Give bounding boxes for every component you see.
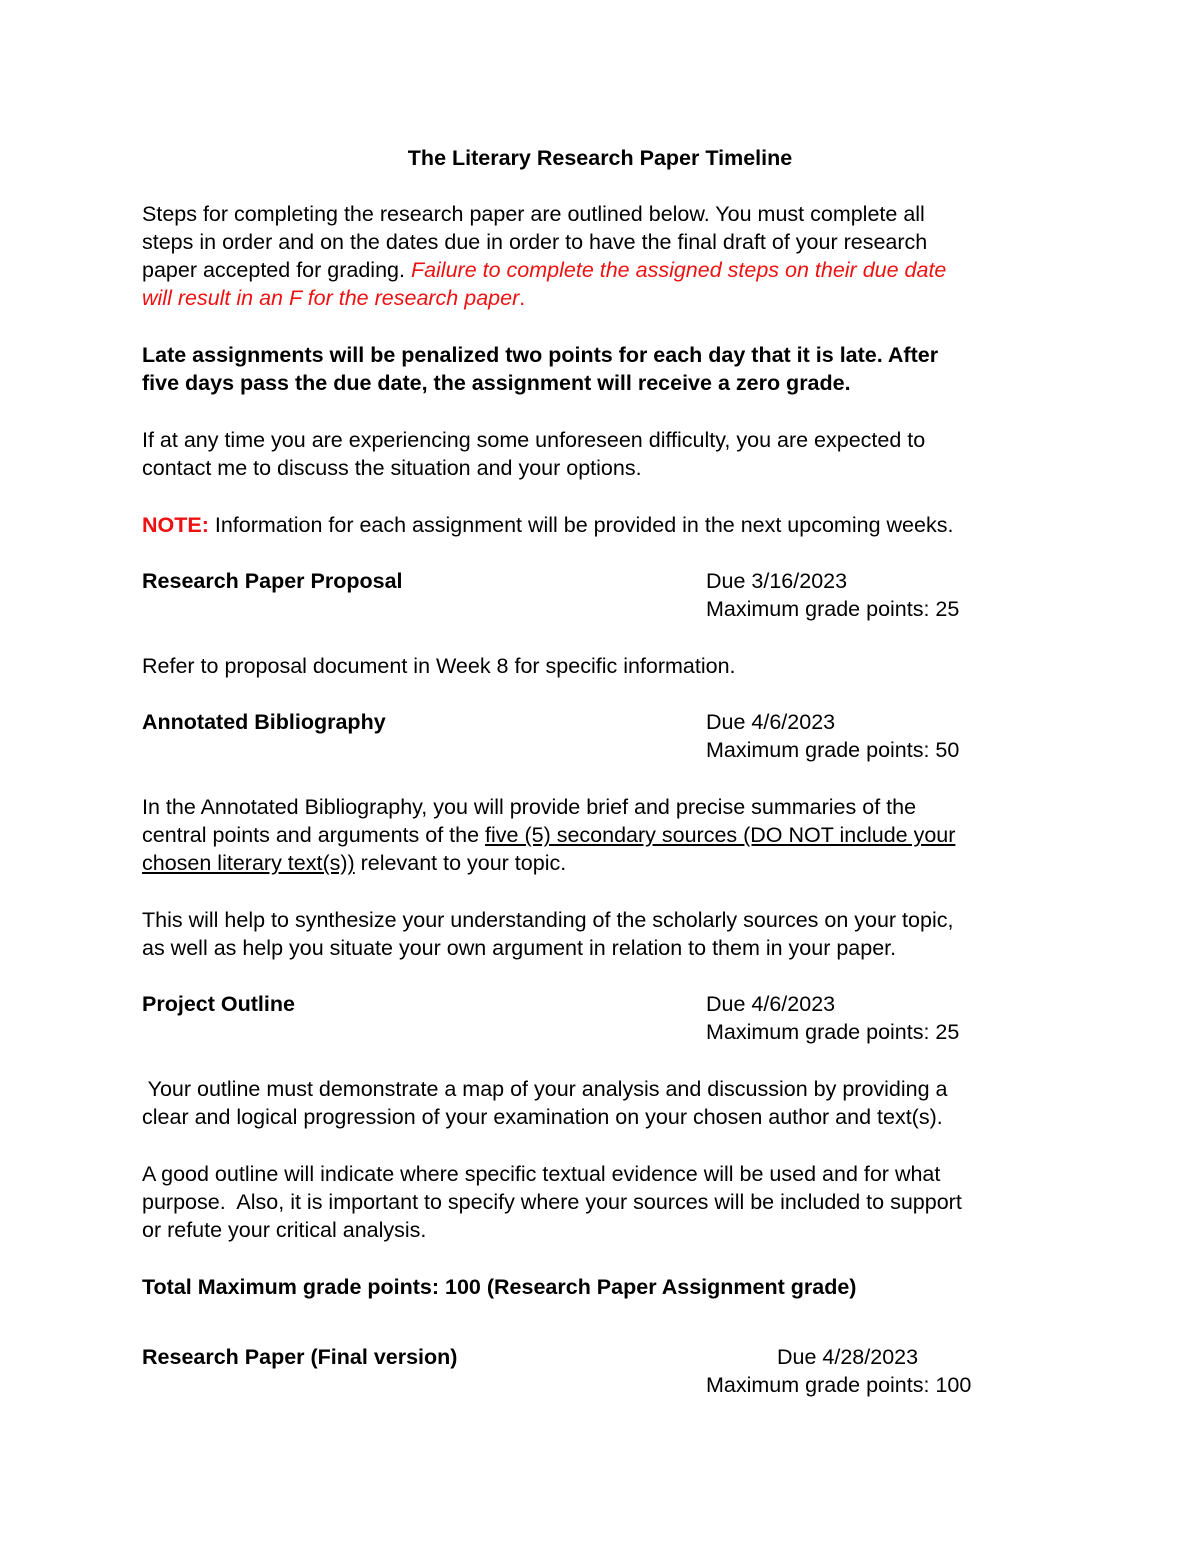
outline-max-points: Maximum grade points: 25 (706, 1020, 960, 1044)
outline-heading: Project Outline (142, 992, 295, 1016)
note-text: Information for each assignment will be provided in the next upcoming weeks. (208, 513, 954, 537)
bibliography-heading: Annotated Bibliography (142, 710, 386, 734)
outline-desc-line-2: clear and logical progression of your examination on your chosen author and text(s). (142, 1105, 943, 1129)
outline-due-date: Due 4/6/2023 (706, 992, 836, 1016)
intro-line-2: steps in order and on the dates due in order to have the final draft of your research (142, 230, 928, 254)
note-label: NOTE: (142, 513, 209, 537)
note-line (142, 511, 953, 539)
intro-line-4 (142, 284, 525, 312)
intro-line-1: Steps for completing the research paper are outlined below. You must complete all (142, 202, 925, 226)
bibliography-desc-line-5: as well as help you situate your own argument in relation to them in your paper. (142, 936, 897, 960)
outline-desc-line-4: purpose. Also, it is important to specify where your sources will be included to support (142, 1190, 962, 1214)
failure-warning-text-cont: will result in an F for the research paper (142, 286, 520, 310)
final-paper-heading: Research Paper (Final version) (142, 1345, 458, 1369)
failure-warning-text: Failure to complete the assigned steps on their due date (410, 258, 947, 282)
outline-desc-line-3: A good outline will indicate where specific textual evidence will be used and for what (142, 1162, 941, 1186)
difficulty-line-1: If at any time you are experiencing some unforeseen difficulty, you are expected to (142, 428, 926, 452)
proposal-due-date: Due 3/16/2023 (706, 569, 848, 593)
proposal-description: Refer to proposal document in Week 8 for specific information. (142, 654, 736, 678)
late-policy-line-2: five days pass the due date, the assignment will receive a zero grade. (142, 371, 851, 395)
intro-line-3-text: paper accepted for grading. (142, 258, 411, 282)
proposal-max-points: Maximum grade points: 25 (706, 597, 960, 621)
bibliography-desc-line-2 (142, 821, 955, 849)
final-paper-max-points: Maximum grade points: 100 (706, 1373, 972, 1397)
bibliography-desc-line-1: In the Annotated Bibliography, you will provide brief and precise summaries of the (142, 795, 917, 819)
page-title: The Literary Research Paper Timeline (407, 146, 793, 170)
bibliography-due-date: Due 4/6/2023 (706, 710, 836, 734)
final-paper-due-date: Due 4/28/2023 (777, 1345, 919, 1369)
outline-desc-line-1: Your outline must demonstrate a map of your analysis and discussion by providing a (142, 1077, 948, 1101)
bibliography-desc-text-end: relevant to your topic. (354, 851, 567, 875)
outline-desc-line-5: or refute your critical analysis. (142, 1218, 427, 1242)
total-points: Total Maximum grade points: 100 (Research Paper Assignment grade) (142, 1275, 857, 1299)
intro-line-3 (142, 256, 946, 284)
bibliography-desc-text: central points and arguments of the (142, 823, 486, 847)
proposal-heading: Research Paper Proposal (142, 569, 403, 593)
bibliography-max-points: Maximum grade points: 50 (706, 738, 960, 762)
bibliography-desc-line-3 (142, 849, 566, 877)
late-policy-line-1: Late assignments will be penalized two points for each day that it is late. After (142, 343, 939, 367)
sources-requirement-text: five (5) secondary sources (DO NOT include your (485, 823, 956, 847)
bibliography-desc-line-4: This will help to synthesize your understanding of the scholarly sources on your topic, (142, 908, 954, 932)
failure-warning-period: . (519, 286, 526, 310)
sources-requirement-text-cont: chosen literary text(s)) (142, 851, 355, 875)
difficulty-line-2: contact me to discuss the situation and your options. (142, 456, 642, 480)
